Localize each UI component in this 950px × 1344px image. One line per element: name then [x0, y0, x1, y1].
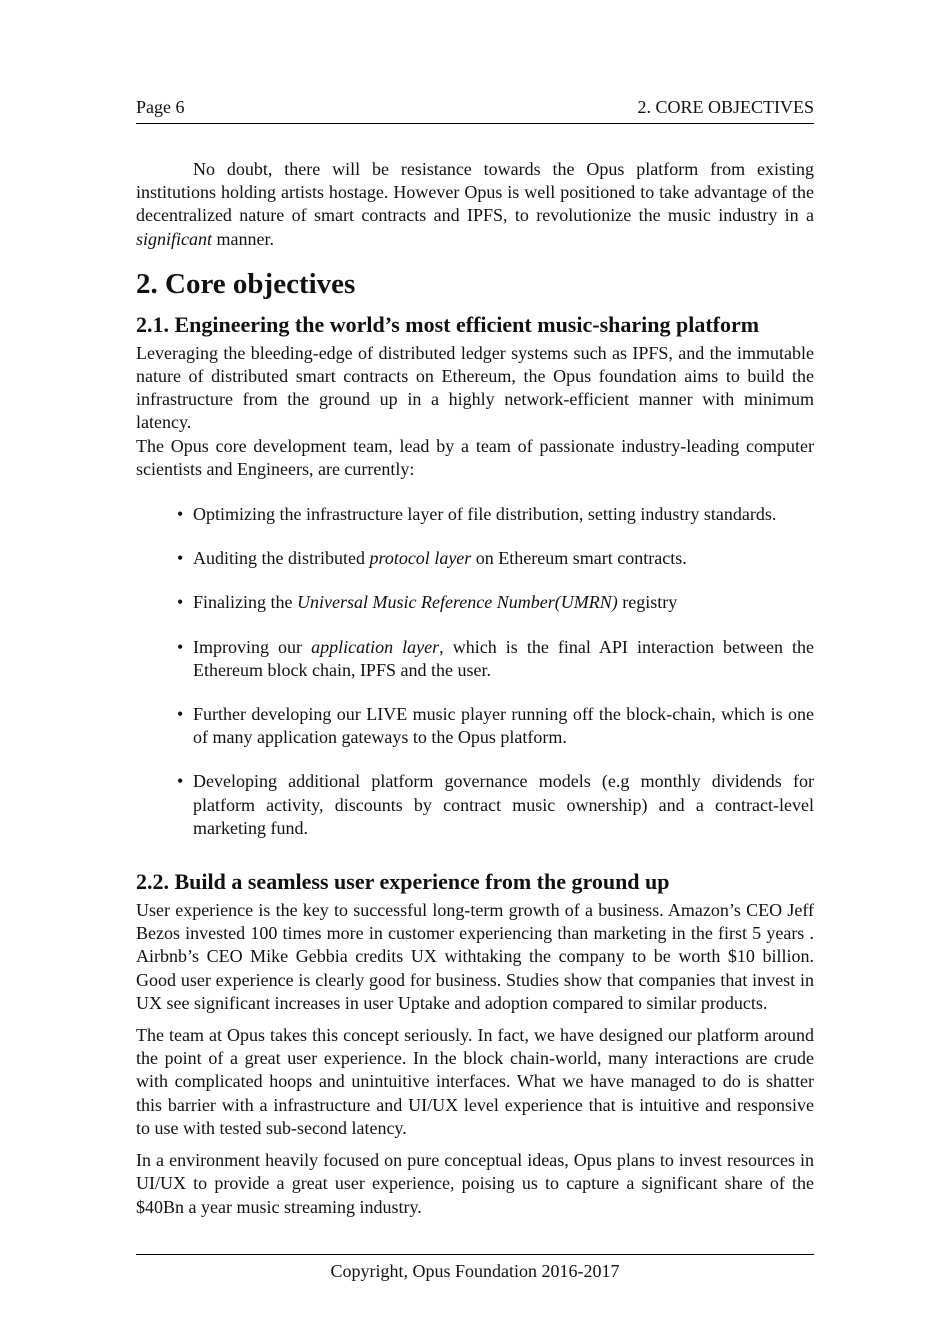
paragraph: User experience is the key to successful long-term growth of a business. Amazon’s CEO Jeff Bezos invested 100 times more in customer experiencing than marketing in the first 5 years . Airbnb’s CEO Mike Gebbia credits UX withtaking the company to be worth $10 billion. Good user experience is clearly good for business. Studies show that companies that invest in UX see significant increases in user Uptake and adoption compared to similar products.: [136, 900, 814, 1013]
list-item: • Improving our application layer, which is the final API interaction between the Ethereum block chain, IPFS and the user.: [177, 636, 815, 680]
emphasis: significant: [136, 228, 212, 249]
subsection-heading-2-2: 2.2. Build a seamless user experience from the ground up: [136, 869, 670, 895]
objectives-list: [136, 503, 814, 840]
paragraph: In a environment heavily focused on pure conceptual ideas, Opus plans to invest resources in UI/UX to provide a great user experience, poising us to capture a significant share of the $40Bn a year music streaming industry.: [136, 1150, 814, 1217]
running-header: [136, 97, 814, 124]
intro-paragraph: No doubt, there will be resistance towards the Opus platform from existing institutions holding artists hostage. However Opus is well positioned to take advantage of the decentralized nature of smart contracts and IPFS, to revolutionize the music industry in a significant manner.: [136, 159, 814, 249]
paragraph: The team at Opus takes this concept seriously. In fact, we have designed our platform around the point of a great user experience. In the block chain-world, many interactions are crude with complicated hoops and unintuitive interfaces. What we have managed to do is shatter this barrier with a infrastructure and UI/UX level experience that is intuitive and responsive to use with tested sub-second latency.: [136, 1025, 814, 1138]
page-number: Page 6: [136, 97, 185, 117]
list-item: • Finalizing the Universal Music Reference Number(UMRN) registry: [177, 592, 678, 613]
paragraph: The Opus core development team, lead by a team of passionate industry-leading computer scientists and Engineers, are currently:: [136, 435, 814, 479]
paragraph: Leveraging the bleeding-edge of distributed ledger systems such as IPFS, and the immutable nature of distributed smart contracts on Ethereum, the Opus foundation aims to build the infrastructure from the ground up in a highly network-efficient manner with minimum latency.: [136, 342, 814, 433]
page-footer: [136, 1254, 814, 1282]
list-item: • Developing additional platform governance models (e.g monthly dividends for platform activity, discounts by contract music ownership) and a contract-level marketing fund.: [177, 771, 814, 838]
subsection-heading-2-1: 2.1. Engineering the world’s most efficient music-sharing platform: [136, 311, 760, 337]
running-section-title: 2. CORE OBJECTIVES: [637, 97, 814, 117]
list-item: • Auditing the distributed protocol layer on Ethereum smart contracts.: [177, 548, 687, 569]
section-heading: 2. Core objectives: [136, 267, 356, 300]
copyright-notice: Copyright, Opus Foundation 2016-2017: [330, 1261, 620, 1281]
document-body: [136, 158, 814, 1219]
list-item: • Further developing our LIVE music player running off the block-chain, which is one of many application gateways to the Opus platform.: [177, 704, 814, 748]
list-item: • Optimizing the infrastructure layer of file distribution, setting industry standards.: [177, 504, 777, 525]
